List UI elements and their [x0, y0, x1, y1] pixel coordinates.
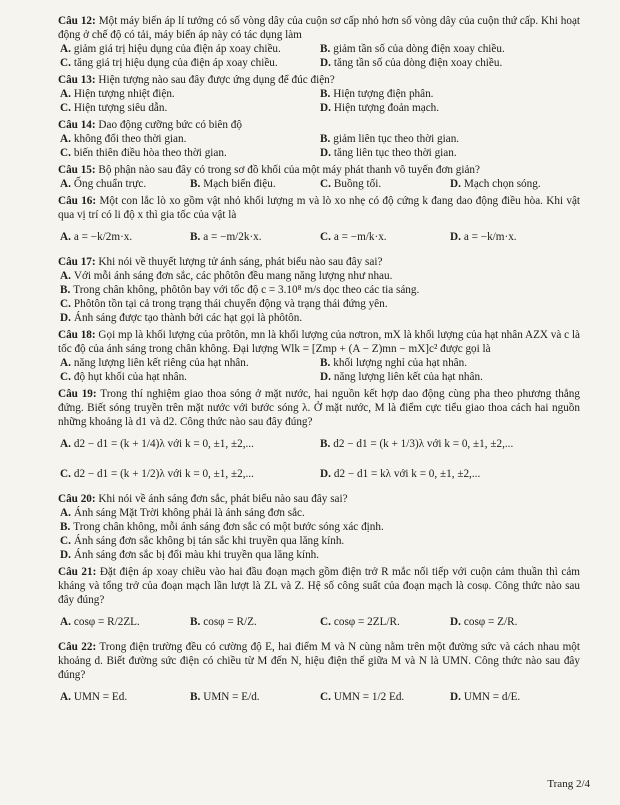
option-b: B. d2 − d1 = (k + 1/3)λ với k = 0, ±1, ±2,... — [320, 438, 514, 450]
option-c: C. cosφ = 2ZL/R. — [320, 616, 400, 628]
option-a: A. Ánh sáng Mặt Trời không phải là ánh sáng đơn sắc. — [60, 507, 305, 519]
question-22 — [58, 640, 580, 712]
question-stem: Gọi mp là khối lượng của prôtôn, mn là khối lượng của nơtron, mX là khối lượng của hạt nhân AZX và c là tốc độ của ánh sáng trong chân không. Đại lượng Wlk = [Zmp + (A − Z)mn − mX]c² được gọi là — [58, 329, 581, 355]
option-d: D. năng lượng liên kết của hạt nhân. — [320, 371, 483, 383]
question-21 — [58, 565, 580, 637]
option-a: A. d2 − d1 = (k + 1/4)λ với k = 0, ±1, ±2,... — [60, 438, 254, 450]
question-15 — [58, 163, 580, 191]
question-19 — [58, 387, 580, 489]
question-stem: Khi nói về ánh sáng đơn sắc, phát biểu nào sau đây sai? — [98, 493, 348, 505]
option-d: D. Hiện tượng đoản mạch. — [320, 102, 440, 114]
question-number: Câu 18: — [58, 329, 96, 341]
question-stem: Đặt điện áp xoay chiều vào hai đầu đoạn mạch gồm điện trở R mắc nối tiếp với cuộn cảm thuần thì cảm kháng và tổng trở của đoạn mạch lần lượt là ZL và Z. Hệ số công suất của đoạn mạch là cosφ. Công thức nào sau đây đúng? — [58, 566, 580, 606]
question-18 — [58, 328, 580, 384]
question-20 — [58, 492, 580, 562]
question-16 — [58, 194, 580, 252]
question-number: Câu 16: — [58, 195, 97, 207]
question-number: Câu 21: — [58, 566, 97, 578]
option-d: D. UMN = d/E. — [450, 691, 521, 703]
page-number: Trang 2/4 — [547, 778, 590, 790]
option-c: C. Phôtôn tồn tại cả trong trạng thái chuyển động và trạng thái đứng yên. — [60, 298, 388, 310]
question-14 — [58, 118, 580, 160]
question-stem: Bộ phận nào sau đây có trong sơ đồ khối của một máy phát thanh vô tuyến đơn giản? — [98, 164, 480, 176]
option-b: B. Trong chân không, mỗi ánh sáng đơn sắc có một bước sóng xác định. — [60, 521, 384, 533]
option-c: C. Hiện tượng siêu dẫn. — [60, 102, 168, 114]
question-number: Câu 20: — [58, 493, 96, 505]
question-stem: Một máy biến áp lí tưởng có số vòng dây của cuộn sơ cấp nhỏ hơn số vòng dây của cuộn thứ cấp. Khi hoạt động ở chế độ có tải, máy biến áp này có tác dụng làm — [58, 15, 581, 41]
option-b: B. Hiện tượng điện phân. — [320, 88, 434, 100]
option-b: B. khối lượng nghỉ của hạt nhân. — [320, 357, 468, 369]
question-number: Câu 13: — [58, 74, 96, 86]
question-number: Câu 15: — [58, 164, 96, 176]
option-d: D. tăng tần số của dòng điện xoay chiều. — [320, 57, 503, 69]
option-c: C. độ hụt khối của hạt nhân. — [60, 371, 187, 383]
option-c: C. Buồng tối. — [320, 178, 382, 190]
option-c: C. a = −m/k·x. — [320, 231, 387, 243]
option-c: C. tăng giá trị hiệu dụng của điện áp xoay chiều. — [60, 57, 278, 69]
option-c: C. UMN = 1/2 Ed. — [320, 691, 405, 703]
question-number: Câu 22: — [58, 641, 97, 653]
question-stem: Trong thí nghiệm giao thoa sóng ở mặt nước, hai nguồn kết hợp dao động cùng pha theo phương thẳng đứng. Biết sóng truyền trên mặt nước với bước sóng λ. Ở mặt nước, M là điểm cực tiểu giao thoa cách hai nguồn những khoảng là d1 và d2. Công thức nào sau đây đúng? — [58, 388, 580, 428]
option-b: B. giảm tần số của dòng điện xoay chiều. — [320, 43, 505, 55]
question-17 — [58, 255, 580, 325]
question-13 — [58, 73, 580, 115]
option-a: A. giảm giá trị hiệu dụng của điện áp xoay chiều. — [60, 43, 281, 55]
option-a: A. UMN = Ed. — [60, 691, 128, 703]
question-stem: Trong điện trường đều có cường độ E, hai điểm M và N cùng nằm trên một đường sức và cách nhau một khoảng d. Biết đường sức điện có chiều từ M đến N, hiệu điện thế giữa M và N là UMN. Công thức nào sau đây đúng? — [58, 641, 580, 681]
option-a: A. không đổi theo thời gian. — [60, 133, 187, 145]
option-d: D. Ánh sáng được tạo thành bởi các hạt gọi là phôtôn. — [60, 312, 303, 324]
option-a: A. a = −k/2m·x. — [60, 231, 133, 243]
question-number: Câu 19: — [58, 388, 97, 400]
option-c: C. Ánh sáng đơn sắc không bị tán sắc khi truyền qua lăng kính. — [60, 535, 345, 547]
option-b: B. giảm liên tục theo thời gian. — [320, 133, 460, 145]
option-c: C. d2 − d1 = (k + 1/2)λ với k = 0, ±1, ±2,... — [60, 468, 254, 480]
option-a: A. Hiện tượng nhiệt điện. — [60, 88, 175, 100]
question-stem: Dao động cưỡng bức có biên độ — [98, 119, 242, 131]
question-number: Câu 14: — [58, 119, 96, 131]
option-d: D. a = −k/m·x. — [450, 231, 517, 243]
option-d: D. Ánh sáng đơn sắc bị đổi màu khi truyền qua lăng kính. — [60, 549, 320, 561]
question-stem: Khi nói về thuyết lượng tử ánh sáng, phát biểu nào sau đây sai? — [98, 256, 383, 268]
option-d: D. Mạch chọn sóng. — [450, 178, 541, 190]
question-number: Câu 12: — [58, 15, 96, 27]
option-b: B. Trong chân không, phôtôn bay với tốc độ c = 3.10⁸ m/s dọc theo các tia sáng. — [60, 284, 420, 296]
option-b: B. Mạch biến điệu. — [190, 178, 276, 190]
option-b: B. a = −m/2k·x. — [190, 231, 262, 243]
option-d: D. tăng liên tục theo thời gian. — [320, 147, 457, 159]
option-c: C. biến thiên điều hòa theo thời gian. — [60, 147, 227, 159]
option-a: A. cosφ = R/2ZL. — [60, 616, 140, 628]
question-number: Câu 17: — [58, 256, 96, 268]
option-a: A. Ống chuẩn trực. — [60, 178, 147, 190]
option-b: B. UMN = E/d. — [190, 691, 260, 703]
question-stem: Hiện tượng nào sau đây được ứng dụng để đúc điện? — [98, 74, 335, 86]
option-a: A. năng lượng liên kết riêng của hạt nhân. — [60, 357, 249, 369]
question-12 — [58, 14, 580, 70]
option-a: A. Với mỗi ánh sáng đơn sắc, các phôtôn đều mang năng lượng như nhau. — [60, 270, 393, 282]
option-d: D. d2 − d1 = kλ với k = 0, ±1, ±2,... — [320, 468, 481, 480]
question-stem: Một con lắc lò xo gồm vật nhỏ khối lượng m và lò xo nhẹ có độ cứng k đang dao động điều hòa. Khi vật qua vị trí có li độ x thì gia tốc của vật là — [58, 195, 581, 221]
option-d: D. cosφ = Z/R. — [450, 616, 518, 628]
option-b: B. cosφ = R/Z. — [190, 616, 257, 628]
